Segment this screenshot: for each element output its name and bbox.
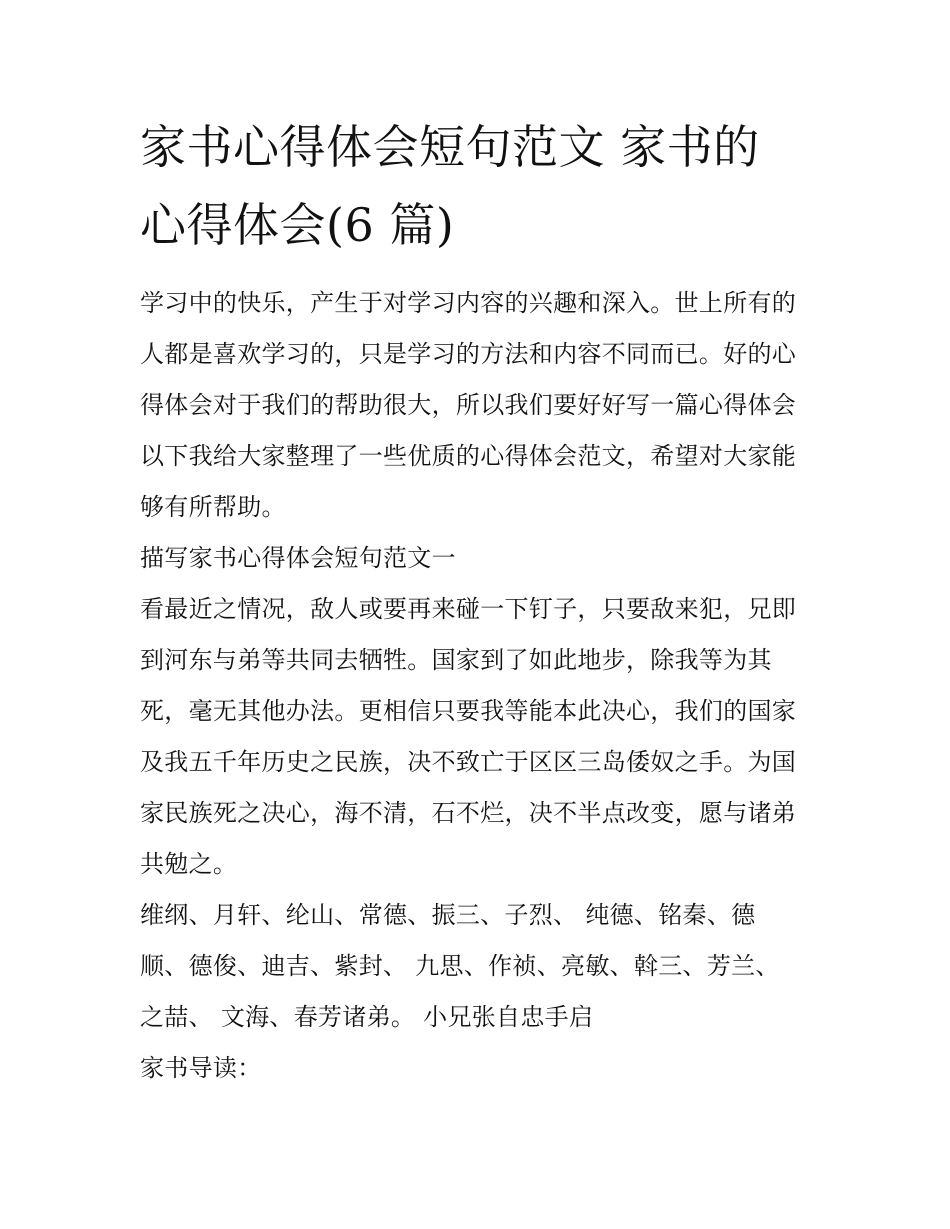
section-heading: 描写家书心得体会短句范文一 bbox=[140, 544, 456, 572]
title-line: 家书心得体会短句范文 家书的 bbox=[140, 120, 760, 174]
recipients-line: 维纲、月轩、纶山、常德、振三、子烈、 纯德、铭秦、德 bbox=[140, 901, 756, 929]
section-heading: 家书导读： bbox=[140, 1054, 262, 1082]
intro-paragraph-line: 得体会对于我们的帮助很大，所以我们要好好写一篇心得体会 bbox=[140, 391, 797, 419]
intro-paragraph-line: 够有所帮助。 bbox=[140, 493, 286, 521]
signature-line: 之喆、 文海、春芳诸弟。 小兄张自忠手启 bbox=[140, 1003, 594, 1031]
document-content bbox=[140, 108, 812, 1094]
letter-paragraph-line: 看最近之情况，敌人或要再来碰一下钉子，只要敌来犯，兄即 bbox=[140, 595, 797, 623]
recipients-line: 顺、德俊、迪吉、紫封、 九思、作祯、亮敏、斡三、芳兰、 bbox=[140, 952, 780, 980]
intro-paragraph-line: 以下我给大家整理了一些优质的心得体会范文，希望对大家能 bbox=[140, 442, 797, 470]
letter-paragraph-line: 到河东与弟等共同去牺牲。国家到了如此地步，除我等为其 bbox=[140, 646, 772, 674]
intro-paragraph-line: 人都是喜欢学习的，只是学习的方法和内容不同而已。好的心 bbox=[140, 340, 797, 368]
document-body bbox=[140, 278, 812, 1094]
letter-paragraph-line: 家民族死之决心，海不清，石不烂，决不半点改变，愿与诸弟 bbox=[140, 799, 797, 827]
document-title bbox=[140, 108, 812, 264]
letter-paragraph-line: 死，毫无其他办法。更相信只要我等能本此决心，我们的国家 bbox=[140, 697, 797, 725]
letter-paragraph-line: 共勉之。 bbox=[140, 850, 238, 878]
intro-paragraph-line: 学习中的快乐，产生于对学习内容的兴趣和深入。世上所有的 bbox=[140, 289, 797, 317]
title-line: 心得体会(6 篇) bbox=[140, 198, 455, 252]
letter-paragraph-line: 及我五千年历史之民族，决不致亡于区区三岛倭奴之手。为国 bbox=[140, 748, 797, 776]
